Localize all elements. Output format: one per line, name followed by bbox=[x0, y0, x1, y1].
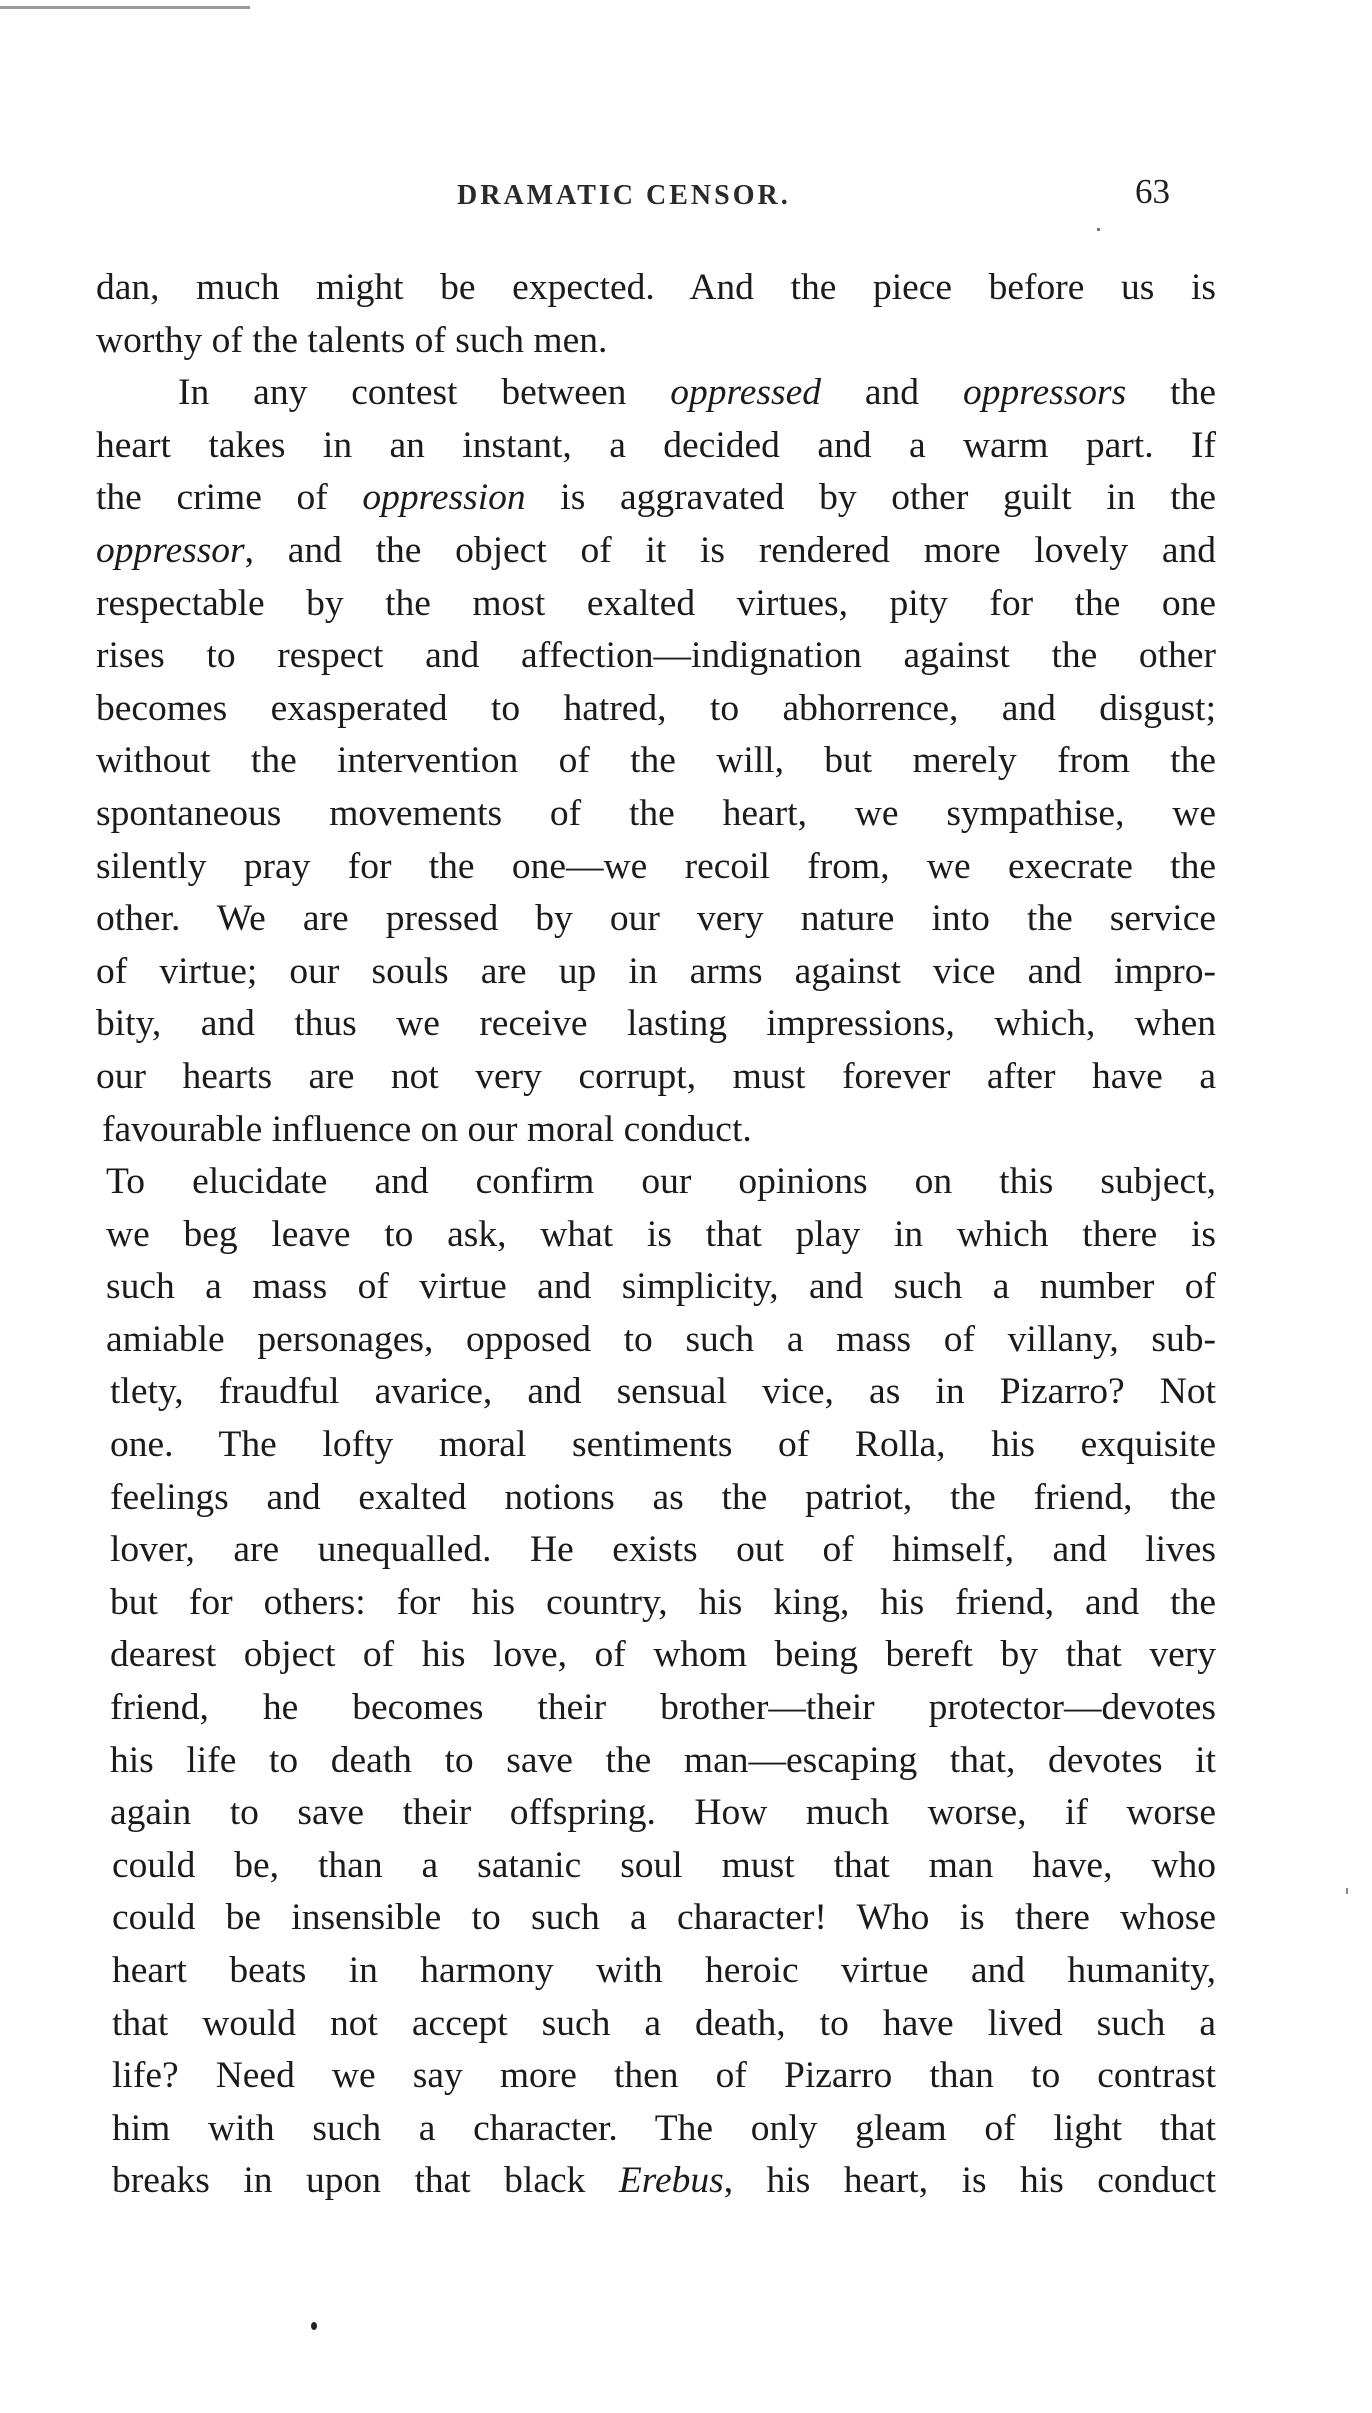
text-line: lover, are unequalled. He exists out of himself, and lives bbox=[110, 1529, 1216, 1571]
text-line: rises to respect and affection—indignation against the other bbox=[96, 635, 1216, 677]
text-line: one. The lofty moral sentiments of Rolla, his exquisite bbox=[110, 1424, 1216, 1466]
text-line: his life to death to save the man—escaping that, devotes it bbox=[110, 1739, 1216, 1781]
italic-word: oppressor bbox=[96, 529, 245, 571]
text-line: bity, and thus we receive lasting impressions, which, when bbox=[96, 1003, 1216, 1045]
text-line: heart takes in an instant, a decided and a warm part. If bbox=[96, 424, 1216, 466]
text-line: oppressor, and the object of it is rendered more lovely and bbox=[96, 529, 1216, 571]
text-line: that would not accept such a death, to have lived such a bbox=[112, 2002, 1216, 2044]
text-line: amiable personages, opposed to such a mass of villany, sub- bbox=[106, 1318, 1216, 1360]
text-line: becomes exasperated to hatred, to abhorrence, and disgust; bbox=[96, 687, 1216, 729]
text-line: In any contest between oppressed and oppressors the bbox=[178, 372, 1216, 414]
italic-word: oppressors bbox=[963, 372, 1127, 414]
text-line: silently pray for the one—we recoil from, we execrate the bbox=[96, 845, 1216, 887]
body-text bbox=[96, 262, 1216, 2208]
text-line: To elucidate and confirm our opinions on this subject, bbox=[106, 1161, 1216, 1203]
text-line: respectable by the most exalted virtues, pity for the one bbox=[96, 582, 1216, 624]
text-line: worthy of the talents of such men. bbox=[96, 319, 608, 361]
text-line: heart beats in harmony with heroic virtue and humanity, bbox=[112, 1950, 1216, 1991]
text-line: of virtue; our souls are up in arms against vice and impro- bbox=[96, 950, 1216, 992]
text-line: breaks in upon that black Erebus, his heart, is his conduct bbox=[112, 2160, 1216, 2202]
ink-speck bbox=[1346, 1888, 1348, 1894]
text-line: without the intervention of the will, but merely from the bbox=[96, 740, 1216, 782]
text-line: could be, than a satanic soul must that man have, who bbox=[112, 1844, 1216, 1886]
italic-word: oppression bbox=[362, 477, 526, 519]
text-line: our hearts are not very corrupt, must forever after have a bbox=[96, 1055, 1216, 1097]
text-line: friend, he becomes their brother—their protector—devotes bbox=[110, 1687, 1216, 1729]
ink-dot bbox=[311, 2322, 317, 2330]
text-line: spontaneous movements of the heart, we sympathise, we bbox=[96, 792, 1216, 834]
text-line: dearest object of his love, of whom being bereft by that very bbox=[110, 1634, 1216, 1676]
text-line: feelings and exalted notions as the patriot, the friend, the bbox=[110, 1476, 1216, 1518]
text-line: we beg leave to ask, what is that play in which there is bbox=[106, 1213, 1216, 1255]
running-head: DRAMATIC CENSOR. bbox=[457, 180, 791, 211]
text-line: him with such a character. The only gleam of light that bbox=[112, 2107, 1216, 2149]
ink-speck bbox=[1097, 228, 1100, 231]
text-line: but for others: for his country, his king, his friend, and the bbox=[110, 1581, 1216, 1623]
text-line: other. We are pressed by our very nature into the service bbox=[96, 898, 1216, 940]
italic-word: oppressed bbox=[670, 372, 821, 414]
text-line: dan, much might be expected. And the piece before us is bbox=[96, 267, 1216, 308]
text-line: life? Need we say more then of Pizarro than to contrast bbox=[112, 2055, 1216, 2097]
italic-word: Erebus bbox=[618, 2160, 724, 2202]
text-line: tlety, fraudful avarice, and sensual vice, as in Pizarro? Not bbox=[110, 1371, 1216, 1413]
text-line: again to save their offspring. How much worse, if worse bbox=[110, 1792, 1216, 1834]
text-line: favourable influence on our moral conduct. bbox=[102, 1108, 752, 1150]
text-line: such a mass of virtue and simplicity, and such a number of bbox=[106, 1266, 1216, 1308]
text-line: could be insensible to such a character! Who is there whose bbox=[112, 1897, 1216, 1939]
page-number: 63 bbox=[1135, 172, 1170, 211]
text-line: the crime of oppression is aggravated by other guilt in the bbox=[96, 477, 1217, 519]
